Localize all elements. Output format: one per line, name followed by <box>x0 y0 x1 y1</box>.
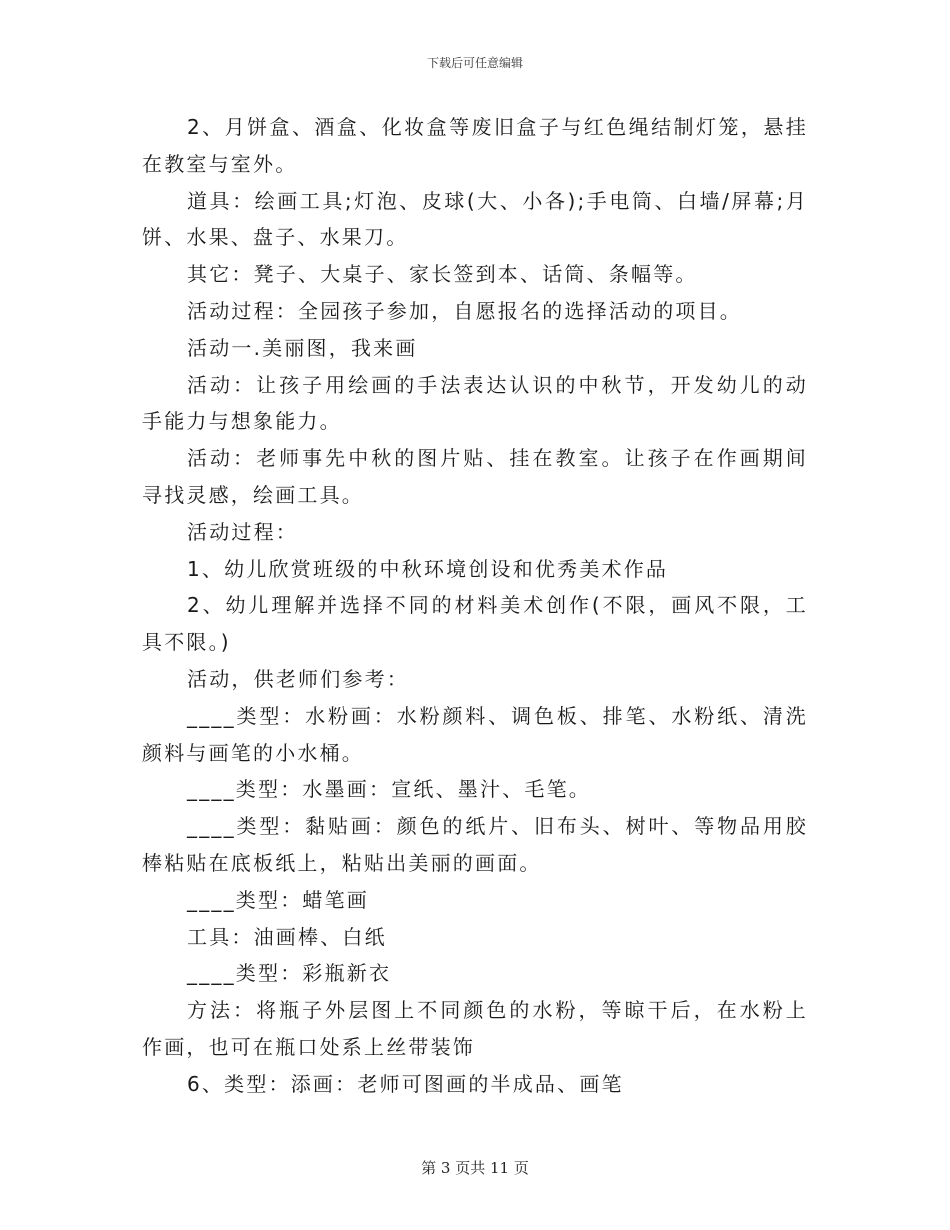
list-item: ____类型：彩瓶新衣 <box>187 961 392 986</box>
list-item: ____类型：水墨画：宣纸、墨汁、毛笔。 <box>187 777 591 802</box>
list-item: ____类型：水粉画：水粉颜料、调色板、排笔、水粉纸、清洗颜料与画笔的小水桶。 <box>142 703 808 765</box>
paragraph: 活动：让孩子用绘画的手法表达认识的中秋节，开发幼儿的动手能力与想象能力。 <box>142 372 808 434</box>
paragraph: 活动，供老师们参考： <box>187 666 409 691</box>
list-item: ____类型：黏贴画：颜色的纸片、旧布头、树叶、等物品用胶棒粘贴在底板纸上，粘贴出美丽的画面。 <box>142 814 808 875</box>
paragraph: 工具：油画棒、白纸 <box>187 924 387 949</box>
list-item: 1、幼儿欣赏班级的中秋环境创设和优秀美术作品 <box>187 556 669 581</box>
section-heading: 活动一.美丽图，我来画 <box>187 335 418 360</box>
paragraph: 2、月饼盒、酒盒、化妆盒等废旧盒子与红色绳结制灯笼，悬挂在教室与室外。 <box>142 115 808 176</box>
paragraph: 活动过程：全园孩子参加，自愿报名的选择活动的项目。 <box>187 298 742 323</box>
list-item: ____类型：蜡笔画 <box>187 887 369 912</box>
document-body <box>142 109 808 1103</box>
paragraph: 方法：将瓶子外层图上不同颜色的水粉，等晾干后，在水粉上作画，也可在瓶口处系上丝带装饰 <box>142 998 808 1059</box>
paragraph: 活动：老师事先中秋的图片贴、挂在教室。让孩子在作画期间寻找灵感，绘画工具。 <box>142 446 808 507</box>
paragraph: 活动过程： <box>187 519 298 544</box>
page-footer: 第 3 页共 11 页 <box>421 1159 529 1177</box>
paragraph: 其它：凳子、大桌子、家长签到本、话筒、条幅等。 <box>187 262 698 287</box>
page-header: 下载后可任意编辑 <box>426 56 523 70</box>
paragraph: 道具：绘画工具;灯泡、皮球(大、小各);手电筒、白墙/屏幕;月饼、水果、盘子、水果刀。 <box>142 188 808 250</box>
list-item: 2、幼儿理解并选择不同的材料美术创作(不限，画风不限，工具不限。) <box>142 593 808 655</box>
list-item: 6、类型：添画：老师可图画的半成品、画笔 <box>187 1071 624 1096</box>
